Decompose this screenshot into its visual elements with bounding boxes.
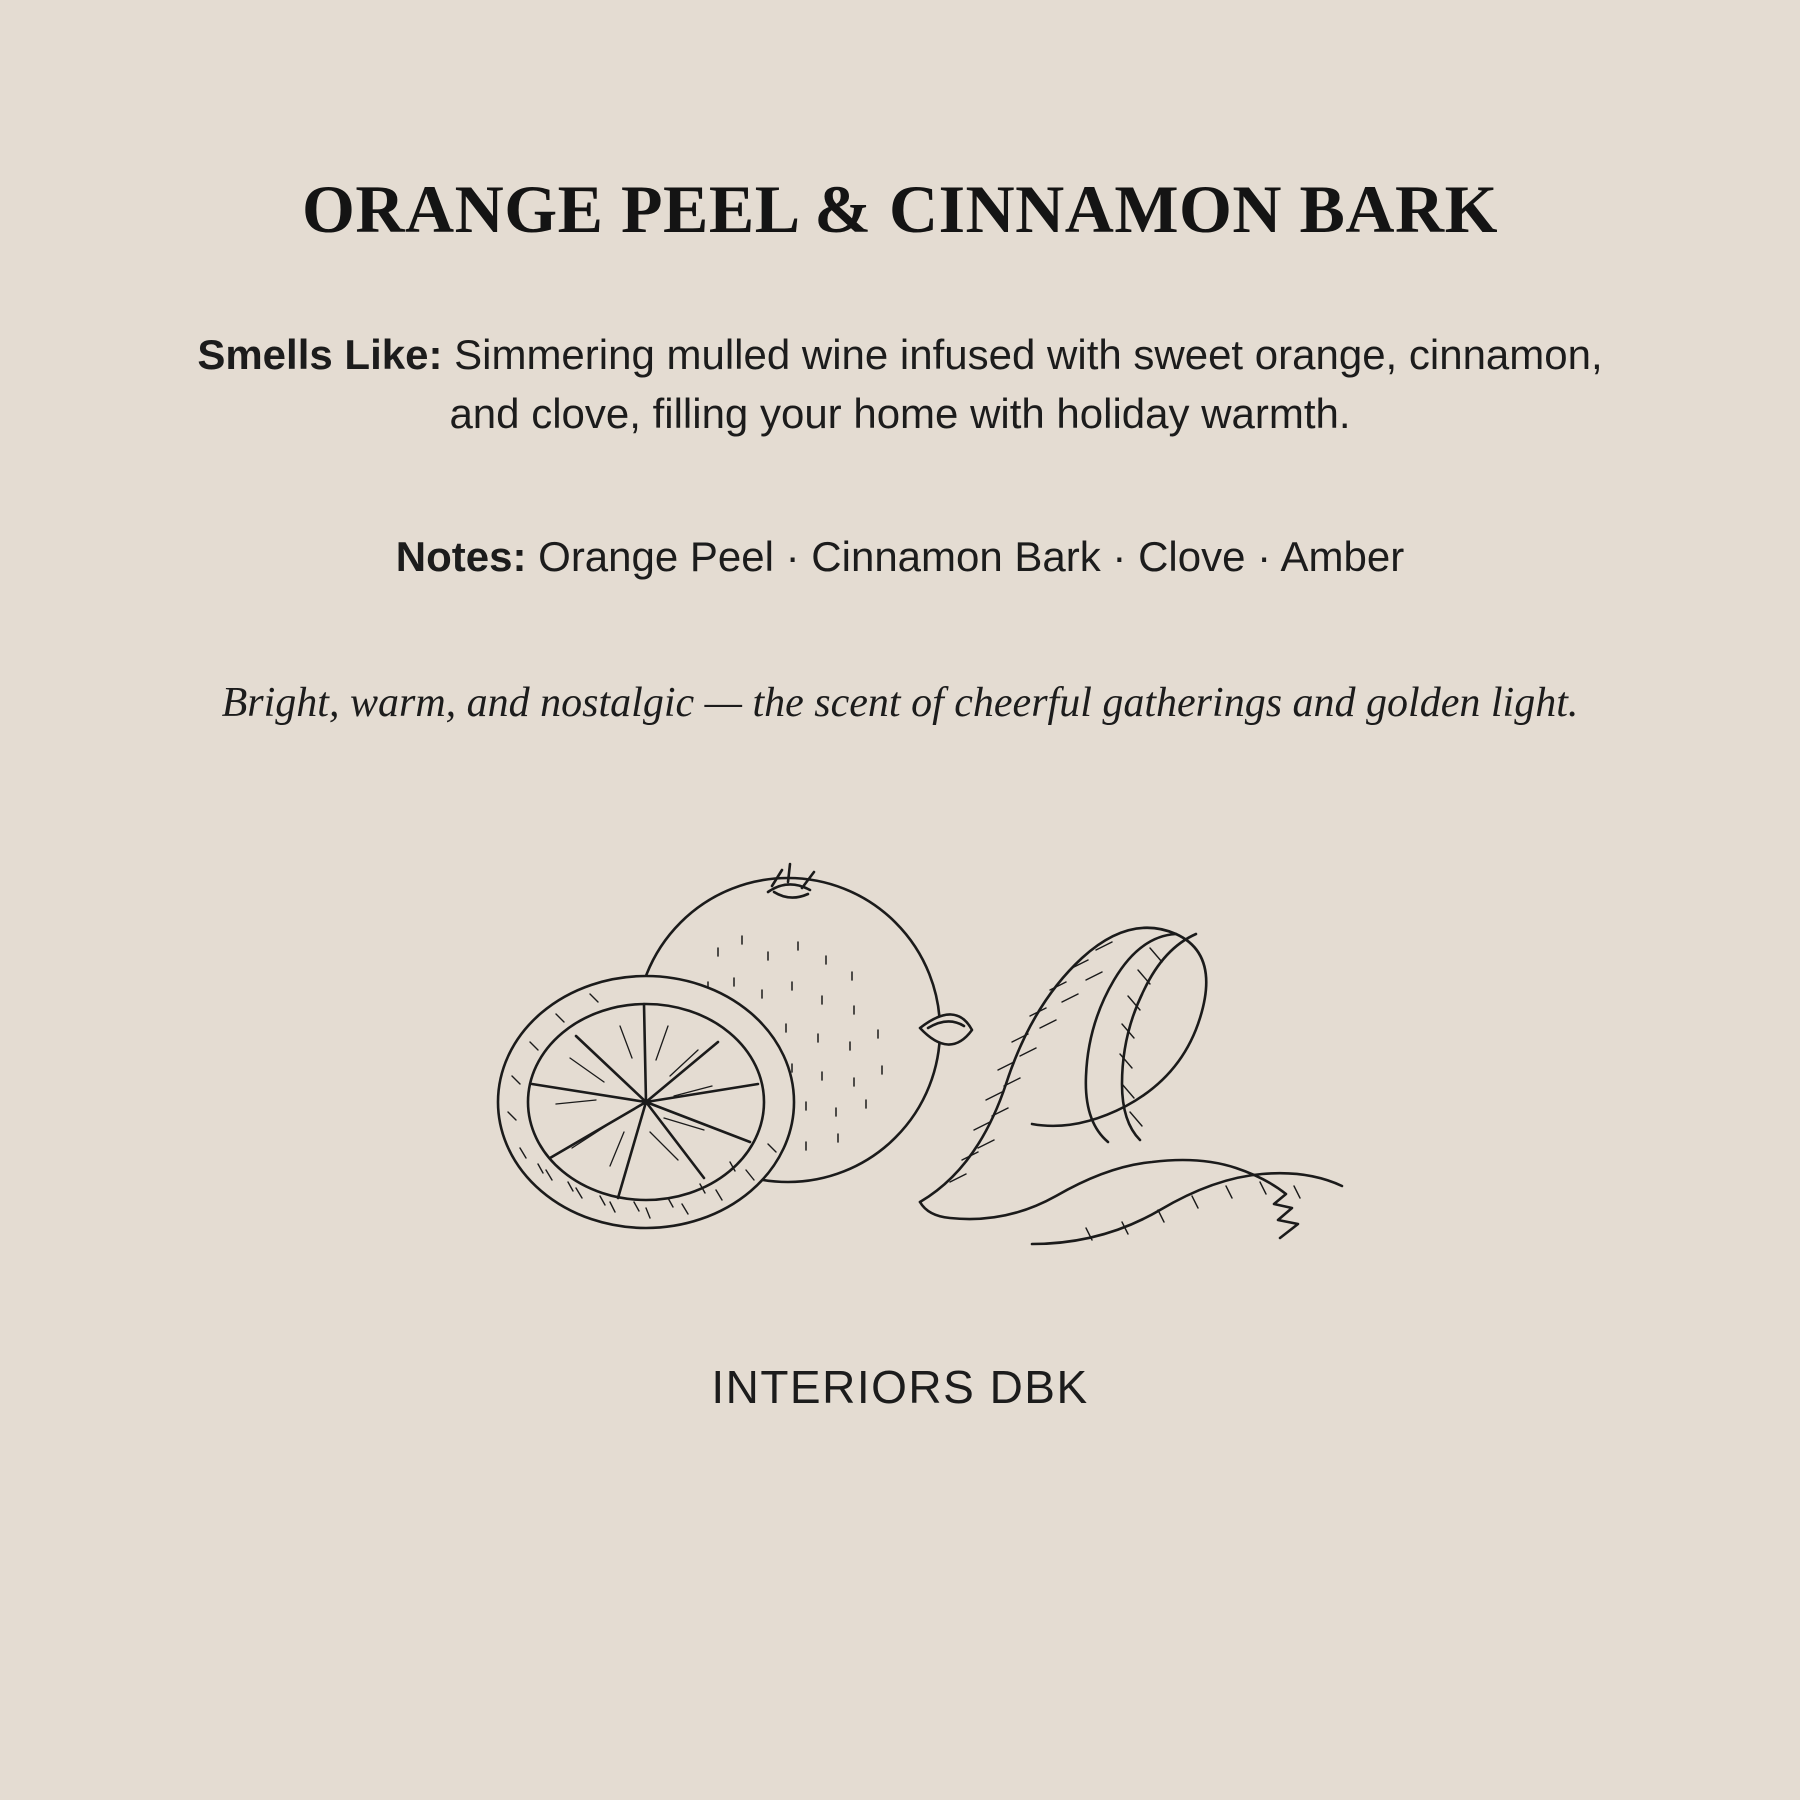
smells-like-label: Smells Like:	[197, 330, 443, 378]
brand-name: INTERIORS DBK	[711, 1360, 1089, 1413]
tagline: Bright, warm, and nostalgic — the scent of cheerful gatherings and golden light.	[221, 679, 1579, 726]
smells-like-text: Simmering mulled wine infused with sweet orange, cinnamon, and clove, filling your home with holiday warmth.	[442, 330, 1603, 438]
notes-label: Notes:	[395, 533, 527, 581]
notes-text: Orange Peel · Cinnamon Bark · Clove · Amber	[526, 533, 1405, 581]
smells-like-paragraph	[180, 325, 1620, 444]
notes-paragraph	[180, 528, 1620, 587]
page-title: ORANGE PEEL & CINNAMON BARK	[302, 171, 1498, 247]
orange-illustration	[450, 830, 1350, 1260]
